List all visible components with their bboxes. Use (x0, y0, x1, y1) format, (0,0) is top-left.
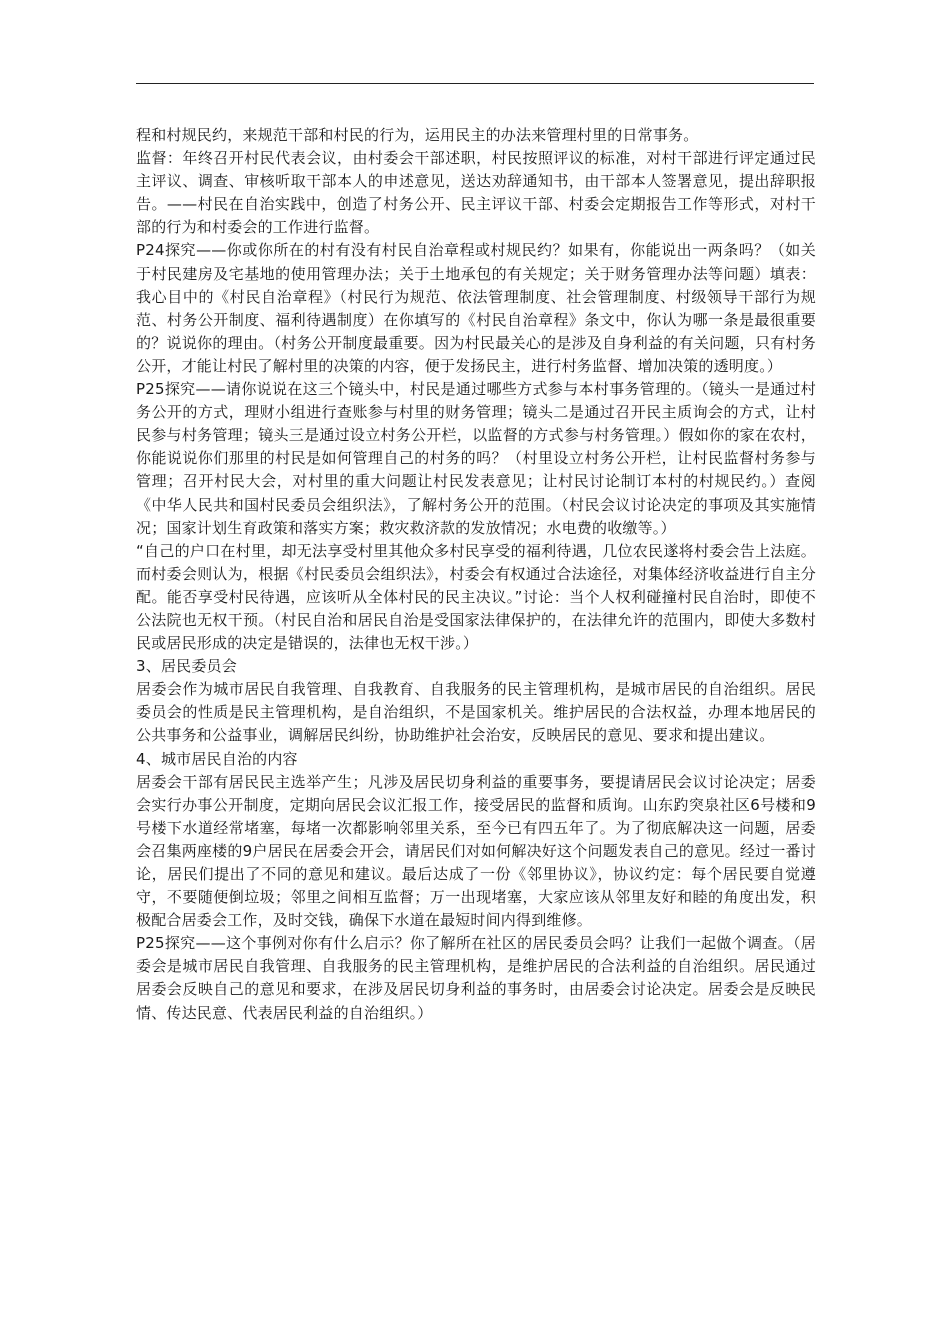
header-rule (136, 83, 814, 84)
paragraph-supervision: 监督：年终召开村民代表会议，由村委会干部述职，村民按照评议的标准，对村干部进行评定通过民主评议、调查、审核听取干部本人的申述意见，送达劝辞通知书，由干部本人签署意见，提出辞职报告。——村民在自治实践中，创造了村务公开、民主评议干部、村委会定期报告工作等形式，对村干部的行为和村委会的工作进行监督。 (136, 149, 816, 237)
paragraph-p25-explore-village: P25探究——请你说说在这三个镜头中，村民是通过哪些方式参与本村事务管理的。（镜头一是通过村务公开的方式，理财小组进行查账参与村里的财务管理；镜头二是通过召开民主质询会的方式，让村民参与村务管理；镜头三是通过设立村务公开栏，以监督的方式参与村务管理。）假如你的家在农村，你能说说你们那里的村民是如何管理自己的村务的吗？（村里设立村务公开栏，让村民监督村务参与管理；召开村民大会，对村里的重大问题让村民发表意见；让村民讨论制订本村的村规民约。）查阅《中华人民共和国村民委员会组织法》，了解村务公开的范围。（村民会议讨论决定的事项及其实施情况；国家计划生育政策和落实方案；救灾救济款的发放情况；水电费的收缴等。） (136, 380, 816, 537)
document-body (136, 124, 816, 1025)
paragraph-p25-explore-community: P25探究——这个事例对你有什么启示？你了解所在社区的居民委员会吗？让我们一起做个调查。（居委会是城市居民自我管理、自我服务的民主管理机构，是维护居民的合法利益的自治组织。居民通过居委会反映自己的意见和要求，在涉及居民切身利益的事务时，由居委会讨论决定。居委会是反映民情、传达民意、代表居民利益的自治组织。） (136, 934, 816, 1022)
paragraph-case-discussion: “自己的户口在村里，却无法享受村里其他众多村民享受的福利待遇，几位农民遂将村委会告上法庭。而村委会则认为，根据《村民委员会组织法》，村委会有权通过合法途径，对集体经济收益进行自主分配。能否享受村民待遇，应该听从全体村民的民主决议。”讨论：当个人权利碰撞村民自治时，即使不公法院也无权干预。（村民自治和居民自治是受国家法律保护的，在法律允许的范围内，即使大多数村民或居民形成的决定是错误的，法律也无权干涉。） (136, 541, 816, 653)
paragraph-rules-continuation: 程和村规民约，来规范干部和村民的行为，运用民主的办法来管理村里的日常事务。 (136, 126, 699, 144)
paragraph-residents-committee: 居委会作为城市居民自我管理、自我教育、自我服务的民主管理机构，是城市居民的自治组织。居民委员会的性质是民主管理机构，是自治组织，不是国家机关。维护居民的合法权益，办理本地居民的公共事务和公益事业，调解居民纠纷，协助维护社会治安，反映居民的意见、要求和提出建议。 (136, 680, 816, 745)
paragraph-p24-explore: P24探究——你或你所在的村有没有村民自治章程或村规民约？如果有，你能说出一两条吗？（如关于村民建房及宅基地的使用管理办法；关于土地承包的有关规定；关于财务管理办法等问题）填表：我心目中的《村民自治章程》（村民行为规范、依法管理制度、社会管理制度、村级领导干部行为规范、村务公开制度、福利待遇制度）在你填写的《村民自治章程》条文中，你认为哪一条是最很重要的？说说你的理由。（村务公开制度最重要。因为村民最关心的是涉及自身利益的有关问题，只有村务公开，才能让村民了解村里的决策的内容，便于发扬民主，进行村务监督、增加决策的透明度。） (136, 241, 816, 375)
heading-urban-self-governance: 4、城市居民自治的内容 (136, 749, 298, 768)
heading-residents-committee: 3、居民委员会 (136, 657, 237, 676)
paragraph-urban-self-governance: 居委会干部有居民民主选举产生；凡涉及居民切身利益的重要事务，要提请居民会议讨论决定；居委会实行办事公开制度，定期向居民会议汇报工作，接受居民的监督和质询。山东趵突泉社区6号楼和9号楼下水道经常堵塞，每堵一次都影响邻里关系，至今已有四五年了。为了彻底解决这一问题，居委会召集两座楼的9户居民在居委会开会，请居民们对如何解决好这个问题发表自己的意见。经过一番讨论，居民们提出了不同的意见和建议。最后达成了一份《邻里协议》，协议约定：每个居民要自觉遵守，不要随便倒垃圾；邻里之间相互监督；万一出现堵塞，大家应该从邻里友好和睦的角度出发，积极配合居委会工作，及时交钱，确保下水道在最短时间内得到维修。 (136, 772, 816, 930)
